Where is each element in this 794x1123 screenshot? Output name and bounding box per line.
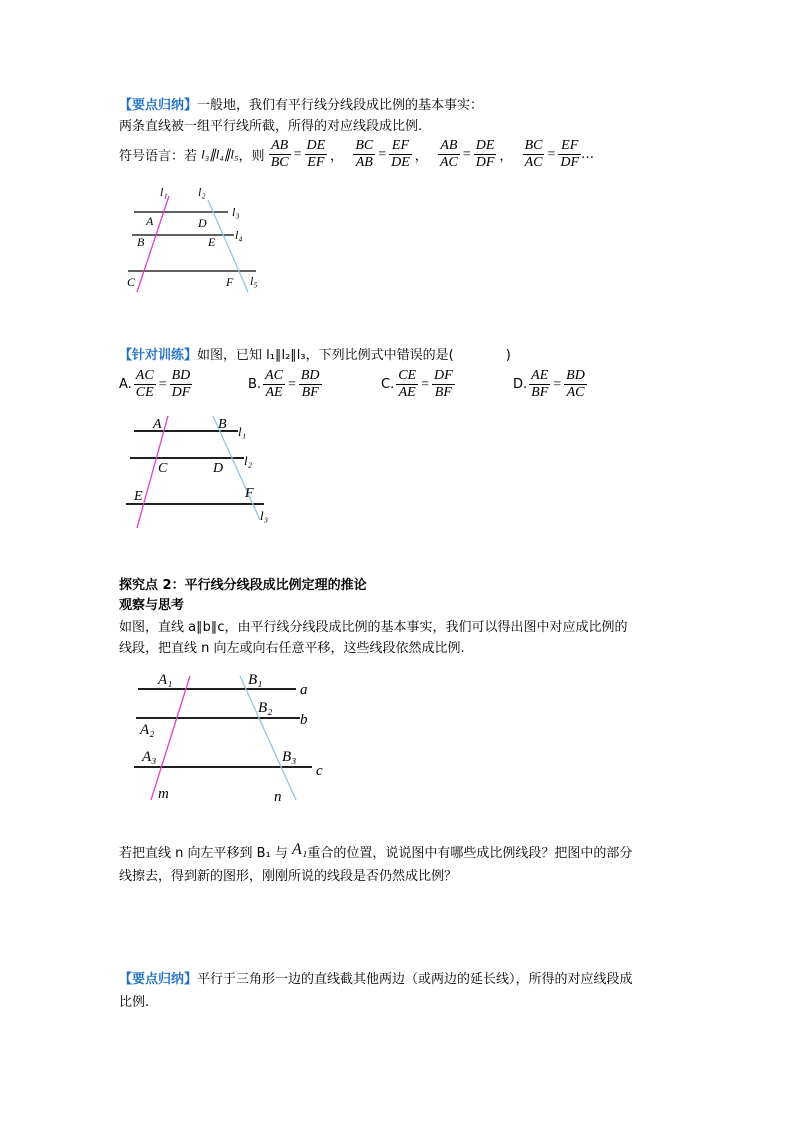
key-points-tag: 【要点归纳】 [119,98,198,113]
label-n: n [274,789,282,805]
question-line-1 [119,840,632,864]
fraction: $\frac{DF}{BF}$ [434,368,453,400]
option-c-label: C. [381,377,395,392]
label-m: m [158,786,169,802]
fraction: $\frac{CE}{AE}$ [398,368,417,400]
corollary-line-2: 比例. [119,995,150,1010]
label-B2: B₂ [258,700,273,716]
label-l2: l₂ [198,185,206,199]
option-d[interactable]: D. $\frac{AE}{BF}$ = $\frac{BD}{AC}$ [513,368,585,400]
practice-question-text: 如图，已知 l₁∥l₂∥l₃，下列比例式中错误的是( ) [197,348,511,363]
label-B: B [137,235,145,249]
label-b: b [300,712,308,728]
fraction: $\frac{BD}{BF}$ [300,368,320,400]
paragraph-line-1: 如图，直线 a∥b∥c，由平行线分线段成比例的基本事实，我们可以得出图中对应成比例的 [119,620,628,635]
figure-3 [120,666,340,808]
figure-2 [120,412,280,530]
label-A2: A₂ [140,722,155,738]
label-B: B [218,417,227,432]
label-l2: l₂ [244,453,253,468]
label-B1: B₁ [248,672,263,688]
figure-1 [120,182,280,294]
symbol-then: ，则 [238,149,265,164]
fraction: $\frac{EF}{DE}$ [391,138,410,170]
fraction: $\frac{DE}{DF}$ [475,138,495,170]
observe-subheading: 观察与思考 [119,598,185,613]
question-A1: A₁ [292,841,308,858]
practice-tag: 【针对训练】 [119,348,198,363]
option-a[interactable]: A. $\frac{AC}{CE}$ = $\frac{BD}{DF}$ [119,368,191,400]
label-l1: l₁ [160,185,168,199]
label-C: C [158,461,168,476]
fraction: $\frac{BD}{AC}$ [566,368,585,400]
label-D: D [213,461,224,476]
corollary-text-1: 平行于三角形一边的直线截其他两边（或两边的延长线），所得的对应线段成 [197,972,633,987]
fraction: $\frac{EF}{DF}$ [560,138,580,170]
practice-question [119,346,511,366]
label-F: F [226,275,234,289]
fraction: $\frac{AC}{CE}$ [135,368,154,400]
fraction: $\frac{BC}{AB}$ [355,138,374,170]
label-l3: l₃ [232,205,240,219]
label-B3: B₃ [282,749,297,765]
question-part-1: 若把直线 n 向左平移到 B₁ 与 [119,846,293,861]
label-A3: A₃ [142,749,157,765]
line-m [151,676,190,800]
fraction: $\frac{AB}{BC}$ [270,138,289,170]
key-points-intro [119,96,483,116]
corollary-line-1 [119,970,633,990]
fraction: $\frac{BC}{AC}$ [524,138,543,170]
line-n [240,676,296,800]
option-a-label: A. [119,377,132,392]
fraction: $\frac{AB}{AC}$ [439,138,458,170]
ellipsis: … [581,147,595,162]
option-c[interactable]: C. $\frac{CE}{AE}$ = $\frac{DF}{BF}$ [381,368,453,400]
label-C: C [127,275,136,289]
symbol-condition: l₃∥l₄∥l₅ [201,146,239,162]
label-l3: l₃ [260,508,269,523]
label-D: D [198,216,207,230]
question-line-2: 线擦去，得到新的图形，刚刚所说的线段是否仍然成比例？ [119,869,458,884]
symbol-language-line: 符号语言：若 l₃∥l₄∥l₅，则 $\frac{AB}{BC}$ = $\frac{DE}{EF}$ ， $\frac{BC}{AB}$ = $\frac{EF}{DE}$ ， $\frac{AB}{AC}$ = $\frac{DE}{DF}$ ， $\frac{BC}{AC}$ = $\frac{EF}{DF}$ … [119,138,595,170]
label-c: c [316,763,323,779]
option-b-label: B. [248,377,262,392]
symbol-prefix: 符号语言：若 [119,149,202,164]
label-l5: l₅ [250,274,258,288]
basic-fact-statement: 两条直线被一组平行线所截，所得的对应线段成比例. [119,119,423,134]
fraction: $\frac{AE}{BF}$ [531,368,549,400]
label-A: A [153,417,162,432]
label-A1: A₁ [158,672,173,688]
label-A: A [146,214,154,228]
label-l1: l₁ [238,424,247,439]
key-points-intro-text: 一般地，我们有平行线分线段成比例的基本事实： [197,98,484,113]
question-part-2: 重合的位置，说说图中有哪些成比例线段？把图中的部分 [307,846,633,861]
label-F: F [245,486,254,501]
label-E: E [208,235,216,249]
option-d-label: D. [513,377,528,392]
corollary-tag: 【要点归纳】 [119,972,198,987]
fraction: $\frac{BD}{DF}$ [171,368,191,400]
exploration-heading: 探究点 2：平行线分线段成比例定理的推论 [119,578,367,593]
label-l4: l₄ [235,228,243,242]
paragraph-line-2: 线段，把直线 n 向左或向右任意平移，这些线段依然成比例. [119,641,465,656]
option-b[interactable]: B. $\frac{AC}{AE}$ = $\frac{BD}{BF}$ [248,368,320,400]
label-a: a [300,682,308,698]
fraction: $\frac{AC}{AE}$ [265,368,283,400]
fraction: $\frac{DE}{EF}$ [306,138,326,170]
label-E: E [134,489,143,504]
